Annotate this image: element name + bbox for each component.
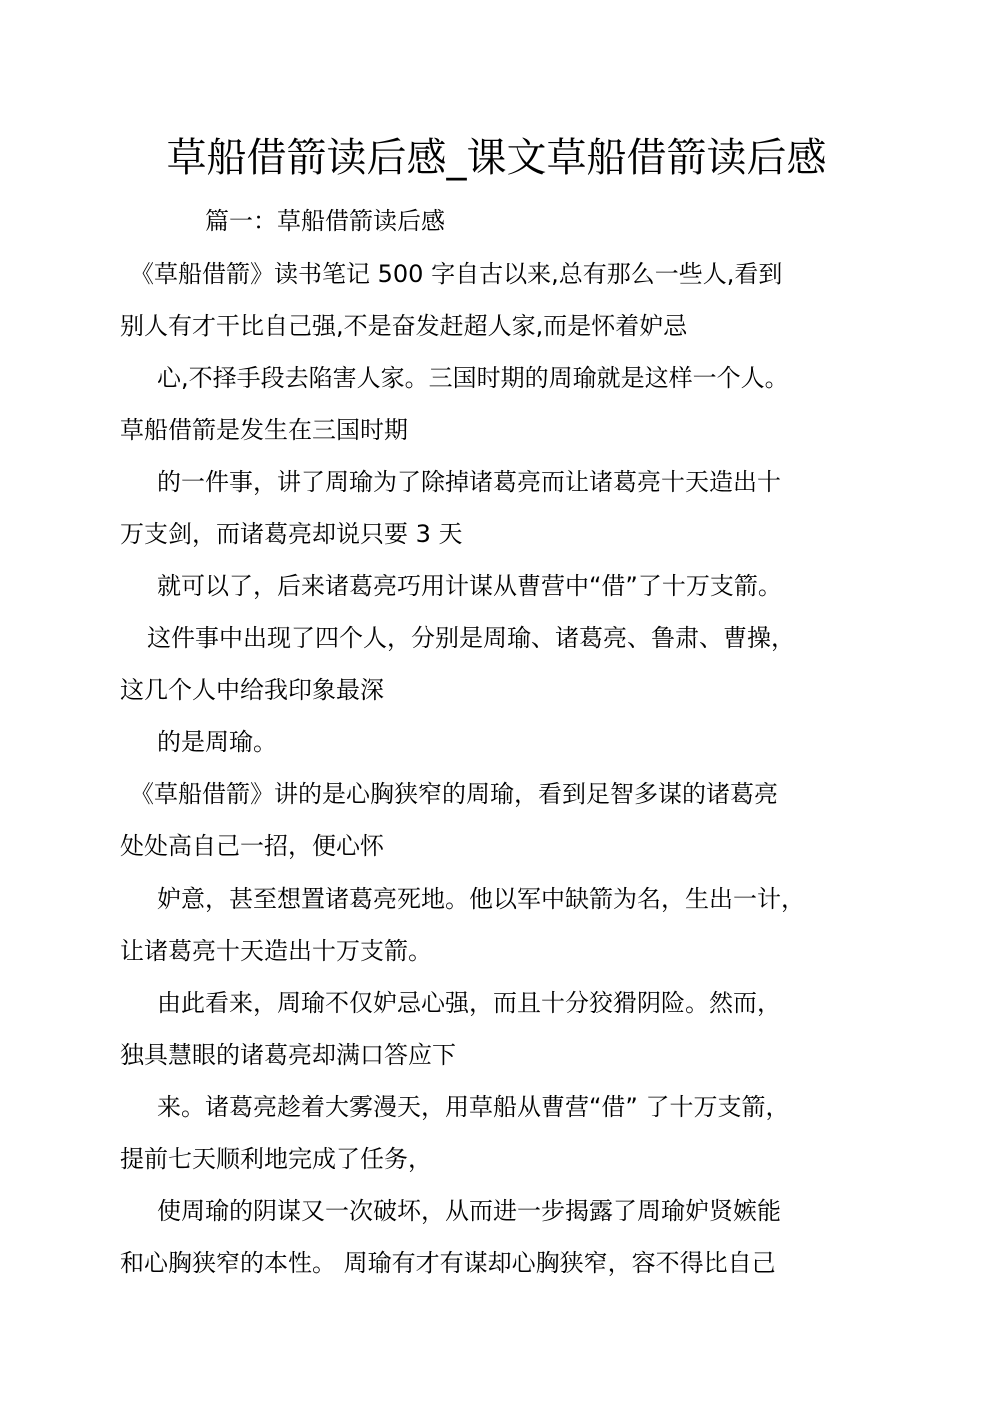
document-title: 草船借箭读后感_课文草船借箭读后感 <box>166 135 827 181</box>
paragraph-line: 草船借箭是发生在三国时期 <box>120 416 408 444</box>
paragraph-line: 的是周瑜。 <box>157 728 277 756</box>
paragraph-line: 由此看来，周瑜不仅妒忌心强，而且十分狡猾阴险。然而， <box>157 989 781 1017</box>
paragraph-line: 处处高自己一招，便心怀 <box>120 832 384 860</box>
paragraph-line: 的一件事，讲了周瑜为了除掉诸葛亮而让诸葛亮十天造出十 <box>157 468 781 496</box>
paragraph-line: 独具慧眼的诸葛亮却满口答应下 <box>120 1041 456 1069</box>
paragraph-line: 来。诸葛亮趁着大雾漫天，用草船从曹营“借” 了十万支箭， <box>157 1093 790 1121</box>
paragraph-line: 让诸葛亮十天造出十万支箭。 <box>120 937 432 965</box>
paragraph-line: 提前七天顺利地完成了任务， <box>120 1145 432 1173</box>
paragraph-line: 别人有才干比自己强,不是奋发赶超人家,而是怀着妒忌 <box>120 312 688 340</box>
paragraph-line: 万支剑，而诸葛亮却说只要 3 天 <box>120 520 463 548</box>
paragraph-line: 这几个人中给我印象最深 <box>120 676 384 704</box>
section-heading: 篇一：草船借箭读后感 <box>205 207 445 235</box>
paragraph-line: 妒意，甚至想置诸葛亮死地。他以军中缺箭为名，生出一计， <box>157 885 805 913</box>
paragraph-line: 就可以了，后来诸葛亮巧用计谋从曹营中“借”了十万支箭。 <box>157 572 782 600</box>
paragraph-line: 心,不择手段去陷害人家。三国时期的周瑜就是这样一个人。 <box>157 364 789 392</box>
paragraph-line: 《草船借箭》讲的是心胸狭窄的周瑜，看到足智多谋的诸葛亮 <box>130 780 778 808</box>
paragraph-line: 和心胸狭窄的本性。 周瑜有才有谋却心胸狭窄，容不得比自己 <box>120 1249 776 1277</box>
paragraph-line: 这件事中出现了四个人，分别是周瑜、诸葛亮、鲁肃、曹操， <box>147 624 795 652</box>
paragraph-line: 《草船借箭》读书笔记 500 字自古以来,总有那么一些人,看到 <box>130 260 783 288</box>
paragraph-line: 使周瑜的阴谋又一次破坏，从而进一步揭露了周瑜妒贤嫉能 <box>157 1197 781 1225</box>
